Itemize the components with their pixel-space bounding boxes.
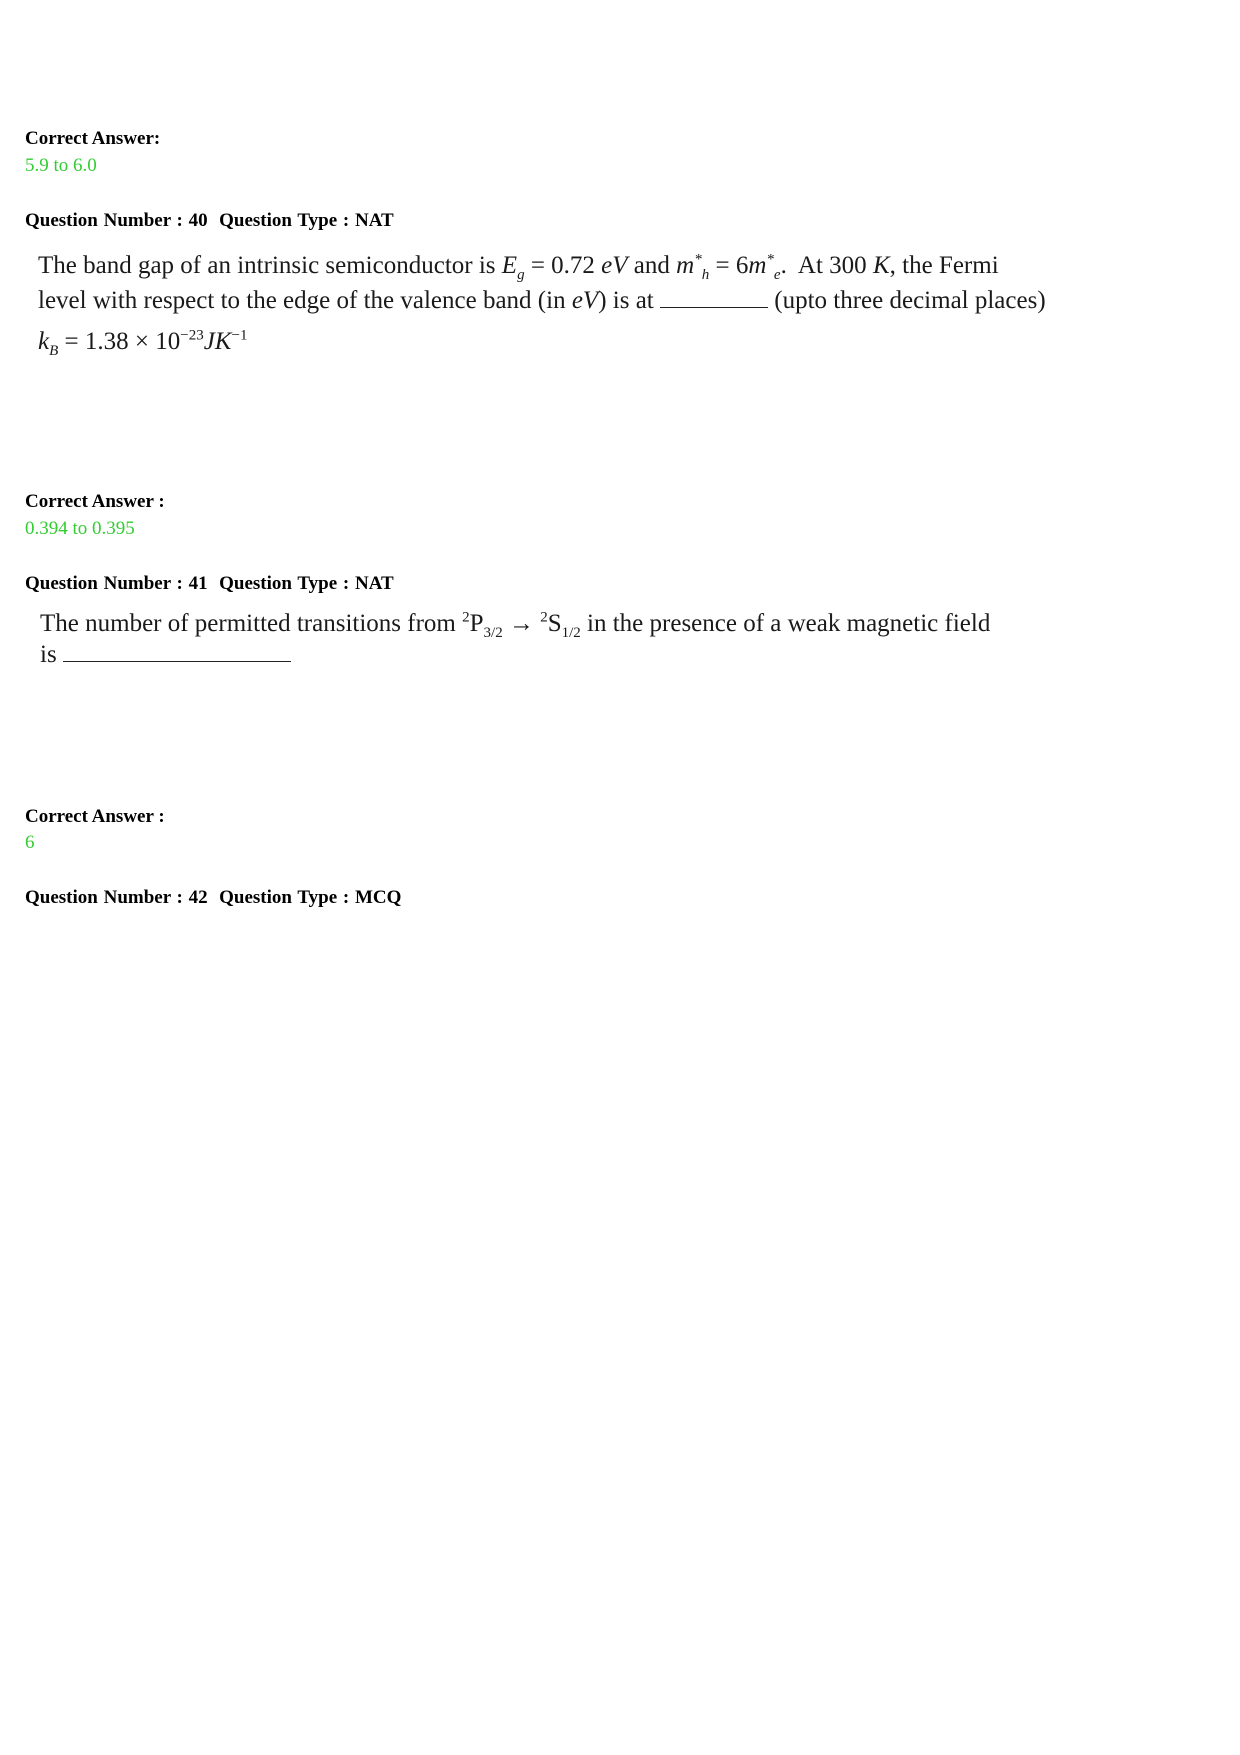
- correct-answer-label: Correct Answer :: [25, 806, 165, 827]
- correct-answer-label: Correct Answer:: [25, 128, 161, 149]
- question-header-41: Question Number : 41 Question Type : NAT: [25, 573, 394, 594]
- kb-unit: JK: [203, 328, 232, 355]
- question-text-40: [38, 248, 1046, 359]
- q41-text-2: in the presence of a weak magnetic field: [587, 610, 991, 637]
- state-p: $^2P_{3/2}$: [462, 609, 503, 641]
- question-text-41: [40, 608, 990, 670]
- q40-line2c: (upto three decimal places): [774, 287, 1046, 314]
- state-s: $^2S_{1/2}$: [540, 609, 581, 641]
- eg-value: = 0.72: [530, 252, 595, 279]
- kb-unit-exponent: −1: [231, 327, 248, 344]
- ev-unit: eV: [571, 287, 599, 314]
- arrow-icon: →: [508, 610, 534, 637]
- equals-six: = 6: [715, 252, 749, 279]
- q40-line2b: ) is at: [598, 287, 654, 314]
- kb-exponent: −23: [180, 327, 204, 344]
- question-41-line-2: [40, 639, 990, 670]
- question-header-40: Question Number : 40 Question Type : NAT: [25, 210, 394, 231]
- q40-line2a: level with respect to the edge of the valence band (in: [38, 287, 566, 314]
- correct-answer-value: 5.9 to 6.0: [25, 155, 97, 176]
- correct-answer-label: Correct Answer :: [25, 491, 165, 512]
- correct-answer-value: 6: [25, 832, 35, 853]
- q40-fermi: , the Fermi: [889, 252, 999, 279]
- answer-blank: [63, 641, 291, 662]
- q40-text: The band gap of an intrinsic semiconductor is: [38, 252, 496, 279]
- correct-answer-value: 0.394 to 0.395: [25, 518, 135, 539]
- eg-symbol: $E_g$: [501, 252, 525, 283]
- q41-text: The number of permitted transitions from: [40, 610, 456, 637]
- kb-value: = 1.38 × 10: [64, 328, 181, 355]
- me-symbol: $m^*_e$: [748, 251, 781, 283]
- eg-unit: eV: [601, 252, 628, 279]
- q40-and: and: [633, 252, 670, 279]
- answer-blank: [660, 287, 768, 308]
- question-40-line-1: [38, 248, 1046, 283]
- question-40-line-2: [38, 283, 1046, 318]
- kb-symbol: $k_B$: [38, 328, 59, 359]
- question-40-line-3: [38, 324, 1046, 359]
- q40-temp: . At 300: [780, 252, 867, 279]
- question-header-42: Question Number : 42 Question Type : MCQ: [25, 887, 402, 908]
- kelvin-unit: K: [872, 252, 890, 279]
- mh-symbol: $m^*_h$: [676, 251, 710, 283]
- question-41-line-1: [40, 608, 990, 639]
- q41-is: is: [40, 641, 57, 668]
